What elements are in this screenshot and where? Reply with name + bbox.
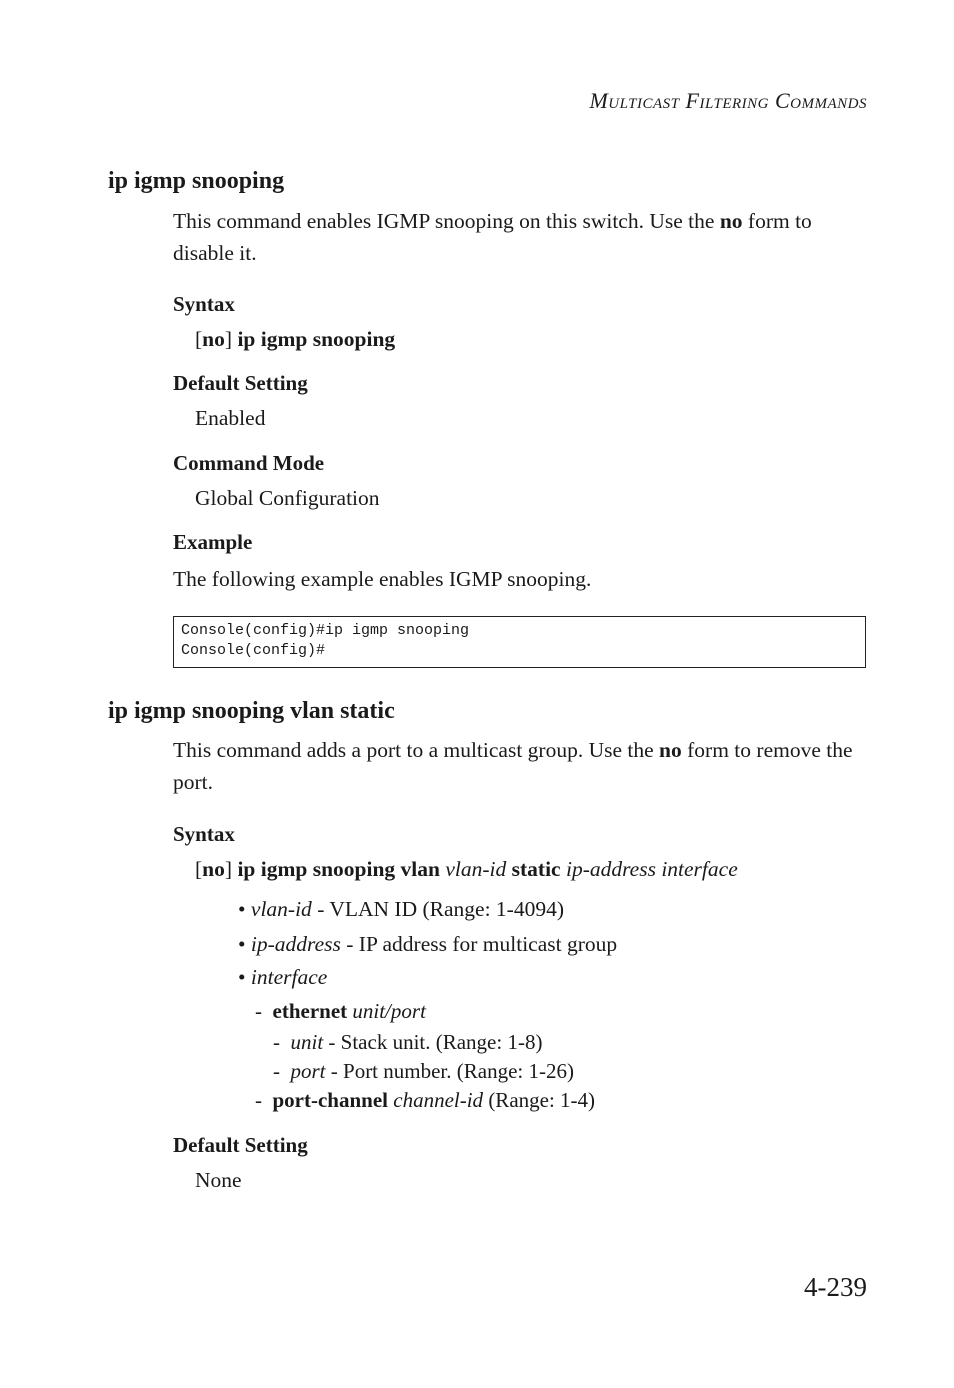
syntax-line [195, 857, 738, 882]
bracket: ] [224, 327, 238, 351]
syntax-arg: vlan-id [445, 857, 507, 881]
param-term: interface [250, 965, 328, 989]
syntax-command: ip igmp snooping vlan [237, 857, 440, 881]
bracket: [ [195, 327, 203, 351]
dash: - [255, 999, 262, 1023]
default-value: Enabled [195, 406, 266, 430]
sub-sub-item [273, 1059, 574, 1084]
desc-text: This command adds a port to a multicast group. Use the [173, 738, 660, 762]
example-heading: Example [173, 530, 253, 554]
sub-desc: (Range: 1-4) [483, 1088, 596, 1112]
dash: - [273, 1059, 280, 1083]
section-description [173, 734, 863, 798]
syntax-line [195, 327, 395, 352]
syntax-no: no [202, 327, 225, 351]
sub-item [255, 1088, 595, 1113]
sub-arg: unit/port [352, 999, 426, 1023]
bullet: • [238, 897, 246, 921]
running-header: Multicast Filtering Commands [589, 88, 867, 113]
bullet: • [238, 932, 246, 956]
desc-keyword: no [659, 738, 682, 762]
syntax-heading: Syntax [173, 822, 235, 846]
param-term: vlan-id [250, 897, 312, 921]
example-text: The following example enables IGMP snooping. [173, 567, 592, 591]
section-title: ip igmp snooping vlan static [108, 698, 395, 724]
dash: - [273, 1030, 280, 1054]
sub-item [255, 999, 426, 1024]
sub-term: port [290, 1059, 326, 1083]
syntax-arg: ip-address interface [565, 857, 738, 881]
param-desc: - VLAN ID (Range: 1-4094) [311, 897, 564, 921]
syntax-command: static [511, 857, 561, 881]
bracket: ] [224, 857, 238, 881]
sub-desc: - Stack unit. (Range: 1-8) [323, 1030, 543, 1054]
desc-text: This command enables IGMP snooping on this switch. Use the [173, 209, 720, 233]
sub-command: port-channel [272, 1088, 388, 1112]
code-example: Console(config)#ip igmp snooping Console(config)# [173, 616, 866, 668]
syntax-no: no [202, 857, 225, 881]
syntax-heading: Syntax [173, 292, 235, 316]
sub-sub-item [273, 1030, 542, 1055]
section-description [173, 205, 863, 269]
desc-text-end: form to disable it. [173, 209, 812, 265]
list-item [238, 897, 564, 922]
mode-value: Global Configuration [195, 486, 380, 510]
default-value: None [195, 1168, 242, 1192]
list-item [238, 932, 617, 957]
sub-desc: - Port number. (Range: 1-26) [325, 1059, 574, 1083]
desc-keyword: no [719, 209, 743, 233]
sub-command: ethernet [272, 999, 348, 1023]
bracket: [ [195, 857, 203, 881]
default-heading: Default Setting [173, 371, 308, 395]
default-heading: Default Setting [173, 1133, 308, 1157]
desc-text-end: form to remove the port. [173, 738, 853, 794]
param-desc: - IP address for multicast group [340, 932, 618, 956]
sub-arg: channel-id [393, 1088, 484, 1112]
page-number: 4-239 [804, 1272, 867, 1302]
section-title: ip igmp snooping [108, 168, 285, 194]
dash: - [255, 1088, 262, 1112]
bullet: • [238, 965, 246, 989]
syntax-command: ip igmp snooping [237, 327, 396, 351]
param-term: ip-address [250, 932, 341, 956]
mode-heading: Command Mode [173, 451, 325, 475]
sub-term: unit [290, 1030, 324, 1054]
list-item [238, 965, 327, 990]
